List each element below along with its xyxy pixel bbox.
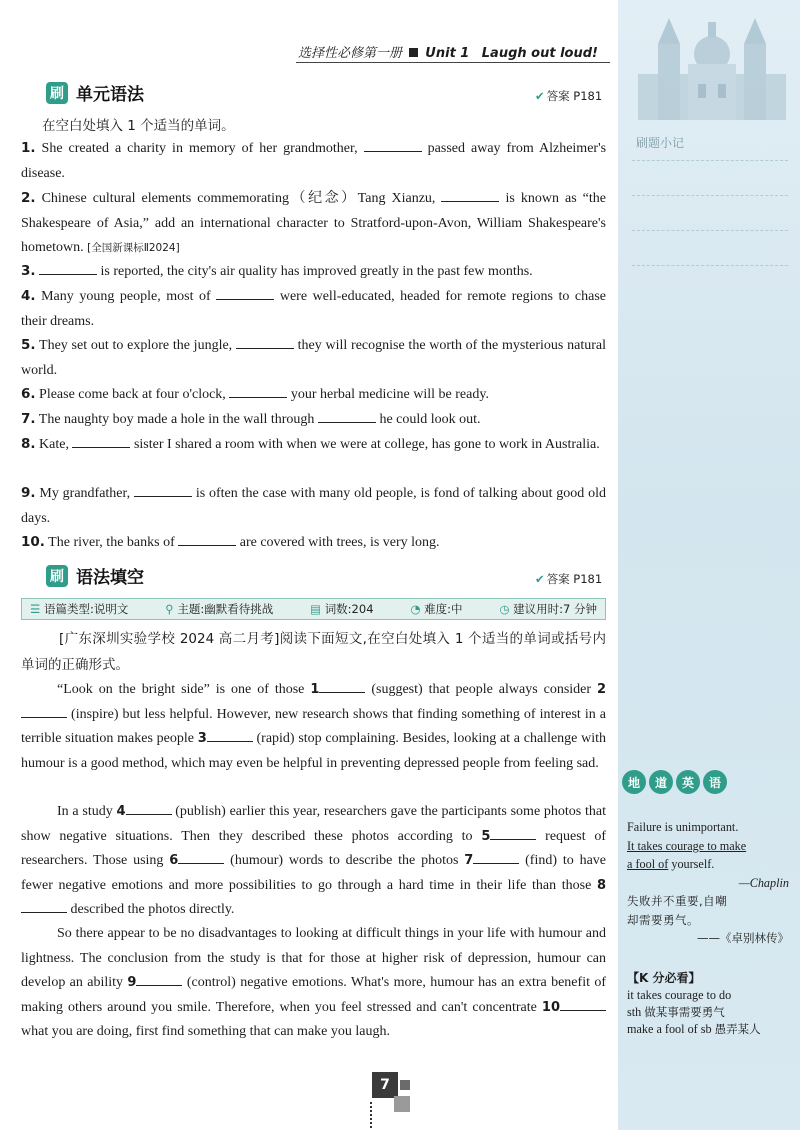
question-text: passed away from Alzheimer's disease.	[21, 141, 607, 181]
document-icon: ☰	[30, 602, 41, 616]
question-text: were well-educated, headed for remote regions to chase their dreams.	[21, 289, 607, 329]
passage-text: (find) to have fewer negative emotions and more possibilities to go through a hard time in their life than those	[21, 853, 607, 893]
question-5	[21, 333, 606, 383]
quote-author: —Chaplin	[738, 875, 789, 890]
answer-ref[interactable]	[535, 571, 602, 587]
k-point-cn: 做某事需要勇气	[644, 1005, 725, 1019]
question-7	[21, 407, 606, 433]
k-point	[627, 1021, 787, 1038]
answer-blank[interactable]	[319, 680, 365, 693]
passage-paragraph-2	[21, 800, 606, 923]
answer-blank[interactable]	[136, 973, 182, 986]
answer-ref-text: 答案 P181	[546, 572, 603, 586]
answer-blank[interactable]	[134, 483, 192, 497]
question-text: The naughty boy made a hole in the wall through	[38, 412, 315, 427]
question-number: 10.	[21, 534, 45, 550]
answer-blank[interactable]	[21, 705, 67, 718]
section-heading-cloze	[46, 563, 144, 588]
running-header	[298, 42, 598, 61]
blank-number: 9	[127, 975, 137, 990]
question-text: The river, the banks of	[48, 535, 175, 550]
info-text: 词数:204	[324, 602, 374, 616]
passage-info-bar	[21, 598, 606, 620]
blank-number: 7	[464, 853, 474, 868]
quote-word: yourself.	[671, 857, 715, 871]
gauge-icon: ◔	[410, 602, 421, 616]
passage-text: what you are doing, first find something that can make you laugh.	[21, 1024, 390, 1039]
question-text: they will recognise the worth of the mysterious natural world.	[21, 338, 606, 378]
question-2	[21, 186, 606, 261]
blank-number: 3	[197, 731, 207, 746]
castle-illustration	[628, 4, 796, 120]
question-3	[21, 259, 606, 285]
info-text: 建议用时:7 分钟	[513, 602, 597, 616]
blank-number: 4	[116, 804, 126, 819]
info-words	[310, 601, 373, 617]
k-points-title: 【K 分必看】	[627, 971, 701, 985]
question-1	[21, 136, 606, 186]
k-points-box	[627, 970, 787, 1038]
book-icon: ▤	[310, 602, 322, 616]
page-number: 7	[372, 1072, 398, 1098]
info-theme	[165, 601, 273, 617]
quote-line	[627, 855, 789, 874]
passage-paragraph-1	[21, 678, 606, 776]
quote-line: Failure is unimportant.	[627, 820, 739, 834]
info-text: 主题:幽默看待挑战	[177, 602, 274, 616]
question-text: They set out to explore the jungle,	[39, 338, 233, 353]
book-name: 选择性必修第一册	[298, 46, 403, 61]
page-number-decoration	[394, 1096, 410, 1112]
question-6	[21, 382, 606, 408]
unit-label: Unit 1	[425, 46, 470, 61]
quote-translation: 却需要勇气。	[627, 912, 699, 927]
passage-text: So there appear to be no disadvantages to looking at difficult things in your life with humour and lightness. The conclusion from the study is that for those at higher risk of depression, humour can develop an ability	[21, 926, 606, 990]
magnifier-icon: ⚲	[165, 602, 174, 616]
quote-phrase: a fool of	[627, 857, 669, 871]
passage-text: “Look on the bright side” is one of those	[57, 682, 305, 697]
info-text: 难度:中	[424, 602, 463, 616]
answer-blank[interactable]	[441, 188, 499, 202]
passage-text: In a study	[57, 804, 113, 819]
question-text: sister I shared a room with when we were at college, has gone to work in Australia.	[133, 437, 600, 452]
info-time	[499, 601, 597, 617]
k-point-en: sth	[627, 1005, 642, 1019]
brush-icon: 刷	[46, 565, 68, 587]
blank-number: 1	[310, 682, 320, 697]
answer-blank[interactable]	[216, 286, 274, 300]
intro-text: [广东深圳实验学校 2024 高二月考]阅读下面短文,在空白处填入 1 个适当的单词或括号内单词的正确形式。	[21, 631, 606, 673]
info-type	[30, 601, 128, 617]
quote-translation: 失败并不重要,自嘲	[627, 894, 728, 908]
question-number: 8.	[21, 436, 36, 452]
answer-blank[interactable]	[490, 827, 536, 840]
k-point	[627, 1004, 787, 1021]
question-text: is often the case with many old people, is fond of talking about good old days.	[21, 486, 607, 526]
question-text: he could look out.	[379, 412, 481, 427]
note-line	[632, 265, 788, 266]
question-text: is known as “the Shakespeare of Asia,” add an international character to Stratford-upon-Avon, William Shakespeare's hometown.	[21, 191, 606, 255]
answer-blank[interactable]	[473, 851, 519, 864]
answer-blank[interactable]	[236, 335, 294, 349]
quote-source: ——《卓别林传》	[697, 931, 789, 945]
blank-number: 6	[169, 853, 179, 868]
passage-text: (publish) earlier this year, researchers gave the participants some photos that show negative situations. Then they described these photos according to	[21, 804, 606, 844]
instruction: 在空白处填入 1 个适当的单词。	[42, 118, 235, 134]
answer-blank[interactable]	[318, 409, 376, 423]
quote-line: It takes courage to make	[627, 838, 747, 853]
question-number: 9.	[21, 485, 36, 501]
badge-char: 语	[703, 770, 727, 794]
answer-blank[interactable]	[21, 900, 67, 913]
passage-text: (suggest) that people always consider	[371, 682, 592, 697]
answer-blank[interactable]	[39, 261, 97, 275]
authentic-english-badge	[622, 770, 727, 794]
header-square-icon	[409, 48, 418, 57]
question-text: Chinese cultural elements commemorating（纪念）Tang Xianzu,	[41, 191, 436, 206]
answer-blank[interactable]	[178, 532, 236, 546]
blank-number: 8	[596, 877, 607, 893]
blank-number: 2	[596, 682, 607, 697]
question-number: 4.	[21, 288, 36, 304]
section-title: 单元语法	[76, 85, 144, 105]
question-9	[21, 481, 606, 531]
passage-text: (humour) words to describe the photos	[230, 853, 459, 868]
answer-blank[interactable]	[72, 434, 130, 448]
question-number: 2.	[21, 190, 36, 206]
question-text: Many young people, most of	[41, 289, 211, 304]
question-8	[21, 432, 606, 458]
note-line	[632, 195, 788, 196]
badge-char: 英	[676, 770, 700, 794]
passage-paragraph-3	[21, 922, 606, 1045]
passage-text: (inspire) but less helpful. However, new research shows that finding something of interest in a terrible situation makes people	[21, 706, 607, 746]
right-sidebar	[618, 0, 800, 1130]
answer-ref[interactable]	[535, 88, 602, 104]
question-number: 6.	[21, 386, 36, 402]
question-text: Please come back at four o'clock,	[39, 387, 226, 402]
answer-blank[interactable]	[207, 729, 253, 742]
unit-title: Laugh out loud!	[481, 46, 598, 61]
question-text: are covered with trees, is very long.	[239, 535, 440, 550]
check-icon: ✔	[535, 572, 545, 586]
answer-blank[interactable]	[560, 998, 606, 1011]
info-difficulty	[410, 601, 462, 617]
k-point-cn: 愚弄某人	[714, 1022, 761, 1036]
question-number: 5.	[21, 337, 36, 353]
answer-ref-text: 答案 P181	[546, 89, 603, 103]
answer-blank[interactable]	[126, 802, 172, 815]
section-title: 语法填空	[76, 568, 144, 588]
question-source: [全国新课标Ⅱ2024]	[87, 242, 180, 254]
passage-text: described the photos directly.	[70, 902, 235, 917]
question-4	[21, 284, 606, 334]
question-number: 1.	[21, 140, 36, 156]
note-line	[632, 230, 788, 231]
question-text: She created a charity in memory of her grandmother,	[41, 141, 358, 156]
clock-icon: ◷	[499, 602, 510, 616]
page-number-decoration	[400, 1080, 410, 1090]
page-dots-decoration	[370, 1102, 374, 1128]
note-line	[632, 160, 788, 161]
answer-blank[interactable]	[229, 384, 287, 398]
chaplin-quote	[627, 818, 789, 948]
badge-char: 道	[649, 770, 673, 794]
answer-blank[interactable]	[364, 138, 422, 152]
question-text: My grandfather,	[39, 486, 131, 501]
passage-text: (rapid) stop complaining. Besides, looking at a challenge with humour is a good method, which may even be helpful in preventing depressed people from feeling sad.	[21, 731, 607, 771]
blank-number: 10	[541, 999, 560, 1015]
question-text: Kate,	[39, 437, 69, 452]
question-text: is reported, the city's air quality has improved greatly in the past few months.	[100, 264, 533, 279]
k-point-en: make a fool of sb	[627, 1022, 712, 1036]
note-title: 刷题小记	[636, 136, 685, 150]
passage-text: (control) negative emotions. What's more, humour has an extra benefit of making others around you smile. Therefore, when you feel stressed and can't concentrate	[21, 975, 606, 1015]
section-heading-grammar	[46, 80, 144, 105]
question-number: 7.	[21, 411, 36, 427]
brush-icon: 刷	[46, 82, 68, 104]
k-point: it takes courage to do	[627, 988, 732, 1002]
answer-blank[interactable]	[178, 851, 224, 864]
badge-char: 地	[622, 770, 646, 794]
question-10	[21, 530, 606, 556]
question-text: your herbal medicine will be ready.	[290, 387, 489, 402]
header-rule	[296, 62, 610, 63]
question-number: 3.	[21, 263, 36, 279]
passage-intro	[21, 627, 606, 678]
check-icon: ✔	[535, 89, 545, 103]
info-text: 语篇类型:说明文	[43, 602, 129, 616]
blank-number: 5	[481, 828, 491, 844]
passage-text: request of researchers. Those using	[21, 828, 607, 868]
